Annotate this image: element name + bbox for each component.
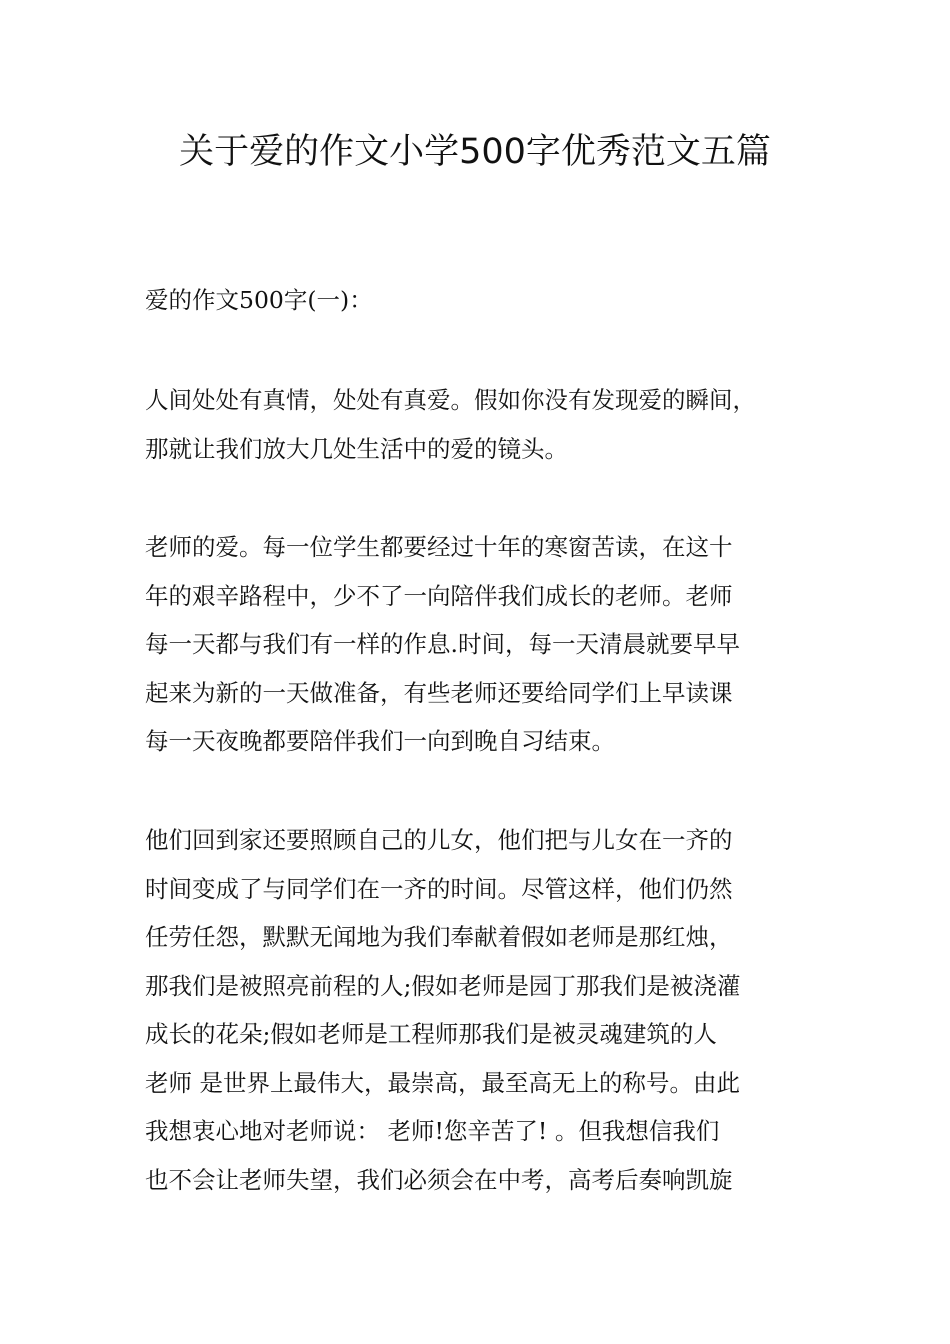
paragraph-line: 每一天都与我们有一样的作息.时间，每一天清晨就要早早 — [145, 630, 740, 658]
paragraph-line: 那我们是被照亮前程的人;假如老师是园丁那我们是被浇灌 — [145, 971, 741, 1000]
subheading-text: 爱的作文500字(一)： — [145, 286, 373, 314]
paragraph-line: 每一天夜晚都要陪伴我们一向到晚自习结束。 — [145, 727, 615, 755]
paragraph-line: 成长的花朵;假如老师是工程师那我们是被灵魂建筑的人 — [145, 1020, 717, 1048]
paragraph-line: 他们回到家还要照顾自己的儿女，他们把与儿女在一齐的 — [145, 826, 733, 854]
paragraph-line: 人间处处有真情，处处有真爱。假如你没有发现爱的瞬间， — [145, 386, 756, 414]
section-subheading — [145, 276, 815, 325]
paragraph-2 — [145, 523, 815, 766]
paragraph-line: 老师的爱。每一位学生都要经过十年的寒窗苦读，在这十 — [145, 533, 733, 561]
paragraph-line: 年的艰辛路程中，少不了一向陪伴我们成长的老师。老师 — [145, 581, 733, 610]
paragraph-line: 起来为新的一天做准备，有些老师还要给同学们上早读课 — [145, 678, 733, 707]
paragraph-line: 时间变成了与同学们在一齐的时间。尽管这样，他们仍然 — [145, 874, 733, 903]
paragraph-line: 也不会让老师失望，我们必须会在中考，高考后奏响凯旋 — [145, 1165, 733, 1194]
paragraph-line: 那就让我们放大几处生活中的爱的镜头。 — [145, 434, 568, 463]
paragraph-line: 老师 是世界上最伟大，最崇高，最至高无上的称号。由此 — [145, 1068, 740, 1097]
paragraph-1 — [145, 376, 815, 473]
paragraph-3 — [145, 816, 815, 1204]
document-title: 关于爱的作文小学500字优秀范文五篇 — [179, 132, 771, 172]
paragraph-line: 任劳任怨，默默无闻地为我们奉献着假如老师是那红烛， — [145, 923, 733, 951]
paragraph-line: 我想衷心地对老师说： 老师!您辛苦了! 。但我想信我们 — [145, 1117, 720, 1145]
